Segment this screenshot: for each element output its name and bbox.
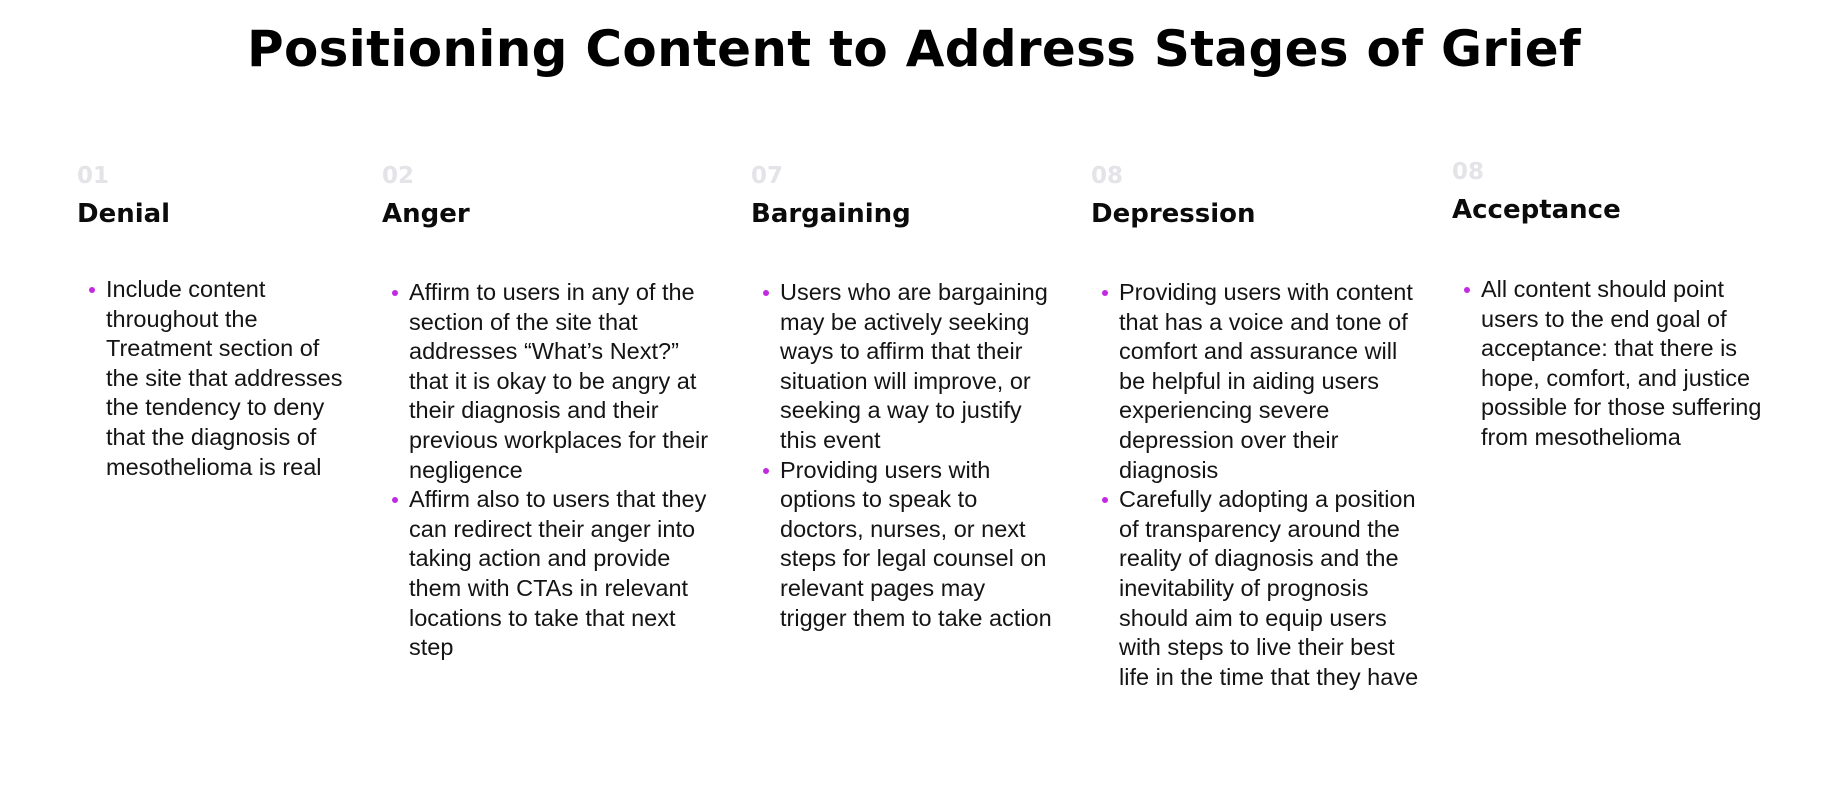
list-item bbox=[381, 485, 711, 663]
bullet-dot-icon bbox=[1102, 290, 1108, 296]
bullet-text: Carefully adopting a position of transparency around the reality of diagnosis and the inevitability of prognosis should aim to equip users with steps to live their best life in the time that they have bbox=[1119, 486, 1419, 690]
bullet-text: Affirm also to users that they can redirect their anger into taking action and provide them with CTAs in relevant locations to take that next step bbox=[409, 486, 707, 661]
bullet-text: Affirm to users in any of the section of the site that addresses “What’s Next?” that it is okay to be angry at their diagnosis and their previous workplaces for their negligence bbox=[409, 279, 709, 483]
stage-heading: Depression bbox=[1091, 199, 1256, 229]
stage-number: 08 bbox=[1452, 159, 1485, 185]
bullet-dot-icon bbox=[1102, 497, 1108, 503]
bullet-list bbox=[1091, 278, 1421, 692]
bullet-text: All content should point users to the end goal of acceptance: that there is hope, comfort, and justice possible for those suffering from mesothelioma bbox=[1481, 276, 1762, 450]
bullet-list bbox=[381, 278, 711, 663]
list-item bbox=[1091, 485, 1421, 692]
bullet-dot-icon bbox=[763, 290, 769, 296]
stage-heading: Acceptance bbox=[1452, 195, 1621, 225]
list-item bbox=[381, 278, 711, 485]
bullet-list bbox=[1453, 275, 1783, 453]
bullet-text: Providing users with options to speak to doctors, nurses, or next steps for legal counsel on relevant pages may trigger them to take action bbox=[780, 456, 1052, 631]
bullet-dot-icon bbox=[89, 287, 95, 293]
list-item bbox=[78, 275, 348, 482]
bullet-text: Include content throughout the Treatment section of the site that addresses the tendency to deny that the diagnosis of mesothelioma is real bbox=[106, 276, 343, 480]
list-item bbox=[1453, 275, 1783, 453]
stage-number: 08 bbox=[1091, 163, 1124, 189]
bullet-text: Providing users with content that has a voice and tone of comfort and assurance will be helpful in aiding users experiencing severe depression over their diagnosis bbox=[1119, 279, 1413, 483]
bullet-list bbox=[78, 275, 348, 482]
stage-heading: Bargaining bbox=[751, 199, 911, 229]
bullet-dot-icon bbox=[392, 290, 398, 296]
list-item bbox=[1091, 278, 1421, 485]
bullet-dot-icon bbox=[763, 468, 769, 474]
stage-heading: Denial bbox=[77, 199, 171, 229]
list-item bbox=[752, 456, 1052, 634]
bullet-list bbox=[752, 278, 1052, 633]
stage-number: 01 bbox=[77, 163, 110, 189]
list-item bbox=[752, 278, 1052, 456]
page-title: Positioning Content to Address Stages of Grief bbox=[247, 20, 1581, 78]
stage-heading: Anger bbox=[382, 199, 470, 229]
bullet-text: Users who are bargaining may be actively seeking ways to affirm that their situation will improve, or seeking a way to justify this event bbox=[780, 279, 1048, 453]
bullet-dot-icon bbox=[1464, 287, 1470, 293]
stage-number: 02 bbox=[382, 163, 415, 189]
stage-number: 07 bbox=[751, 163, 784, 189]
bullet-dot-icon bbox=[392, 497, 398, 503]
